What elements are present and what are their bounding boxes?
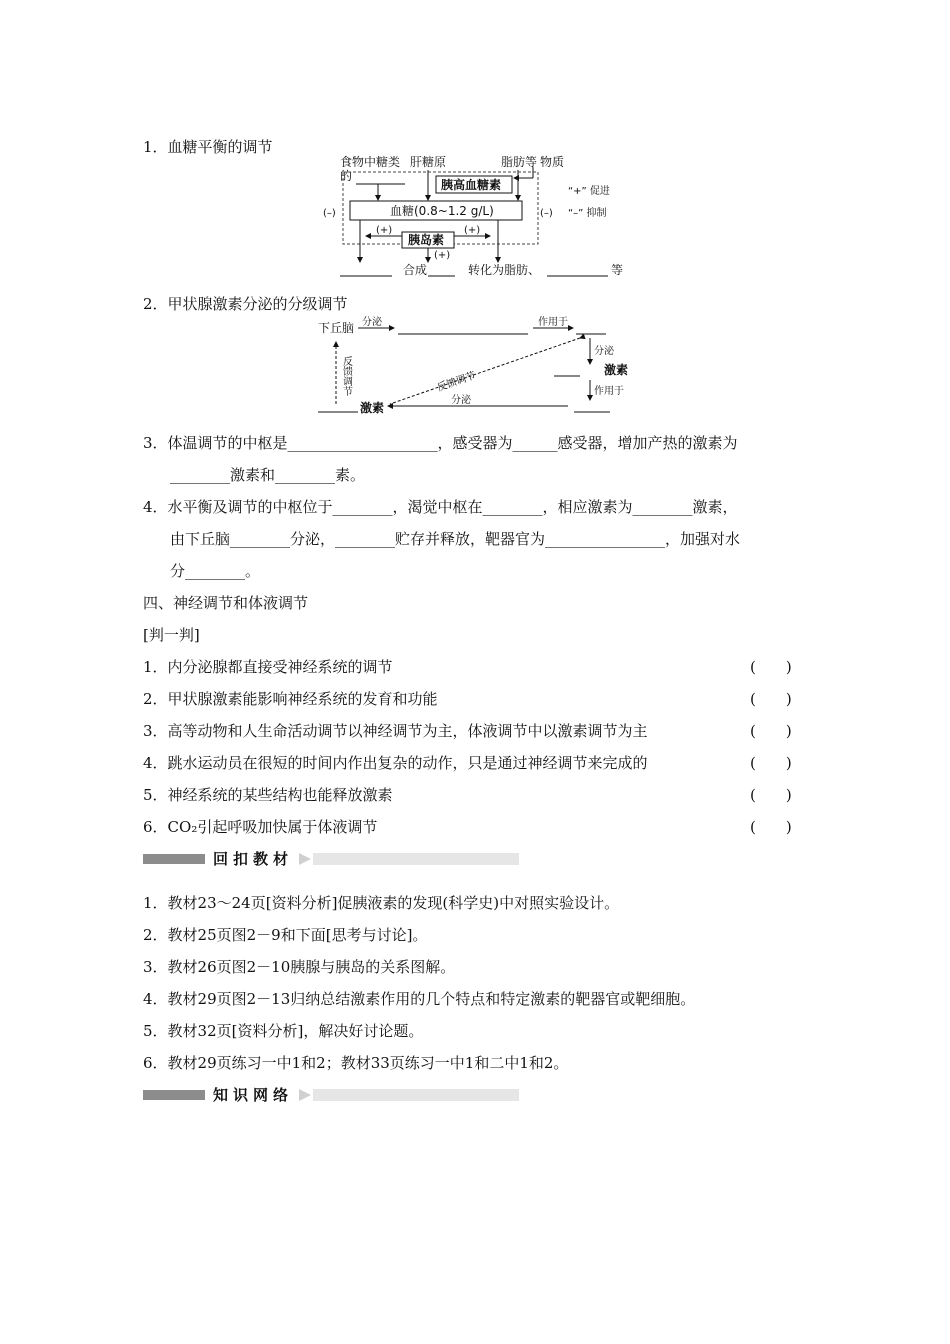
textbook-item: 4．教材29页图2－13归纳总结激素作用的几个特点和特定激素的靶器官或靶细胞。 bbox=[143, 990, 696, 1008]
item-3-line-2: ________激素和________素。 bbox=[170, 466, 366, 484]
plus-bottom: (+) bbox=[434, 250, 451, 261]
section-4-heading: 四、神经调节和体液调节 bbox=[143, 594, 309, 612]
answer-paren[interactable]: ( ) bbox=[750, 690, 792, 708]
hypothalamus-label: 下丘脑 bbox=[318, 321, 355, 335]
food-label: 食物中糖类 bbox=[340, 155, 401, 169]
textbook-item: 6．教材29页练习一中1和2；教材33页练习一中1和二中1和2。 bbox=[143, 1054, 569, 1072]
judge-label: [判一判] bbox=[143, 626, 200, 644]
blood-sugar-diagram bbox=[318, 154, 648, 279]
answer-paren[interactable]: ( ) bbox=[750, 818, 792, 836]
synth-label: 合成 bbox=[403, 263, 428, 277]
insulin-label: 胰岛素 bbox=[408, 233, 445, 247]
item-3-line-1: 3．体温调节的中枢是____________________，感受器为______感受器，增加产热的激素为 bbox=[143, 434, 738, 452]
food-label-2: 的 bbox=[340, 169, 353, 183]
item-4-line-2: 由下丘脑________分泌，________贮存并释放，靶器官为________________，加强对水 bbox=[170, 530, 741, 548]
answer-paren[interactable]: ( ) bbox=[750, 786, 792, 804]
etc-label: 等 bbox=[611, 263, 624, 277]
banner-knowledge-network bbox=[143, 1086, 519, 1103]
thyroid-regulation-diagram bbox=[318, 316, 638, 416]
secrete-bottom: 分泌 bbox=[451, 395, 471, 406]
judge-item: 4．跳水运动员在很短的时间内作出复杂的动作，只是通过神经调节来完成的 bbox=[143, 754, 648, 772]
glucagon-label: 胰高血糖素 bbox=[441, 178, 502, 192]
blood-sugar-label: 血糖(0.8~1.2 g/L) bbox=[390, 204, 494, 218]
fat-label: 脂肪等 bbox=[501, 155, 538, 169]
banner-title: 回扣教材 bbox=[213, 850, 294, 868]
legend-minus: “–” 抑制 bbox=[568, 208, 607, 219]
item-1-title: 1．血糖平衡的调节 bbox=[143, 138, 273, 156]
item-4-line-3: 分________。 bbox=[170, 562, 261, 580]
secrete-right: 分泌 bbox=[594, 346, 614, 357]
plus-left: (+) bbox=[376, 225, 393, 236]
acts-on-top: 作用于 bbox=[538, 317, 568, 328]
legend-plus: “+” 促进 bbox=[568, 186, 610, 197]
minus-left: (–) bbox=[323, 208, 336, 219]
answer-paren[interactable]: ( ) bbox=[750, 658, 792, 676]
hormone-right: 激素 bbox=[604, 363, 629, 377]
judge-item: 1．内分泌腺都直接受神经系统的调节 bbox=[143, 658, 393, 676]
textbook-item: 5．教材32页[资料分析]，解决好讨论题。 bbox=[143, 1022, 424, 1040]
textbook-item: 3．教材26页图2－10胰腺与胰岛的关系图解。 bbox=[143, 958, 456, 976]
minus-right: (–) bbox=[540, 208, 553, 219]
acts-on-right: 作用于 bbox=[594, 386, 624, 397]
feedback-vertical: 反馈调节 bbox=[340, 356, 352, 396]
judge-item: 6．CO₂引起呼吸加快属于体液调节 bbox=[143, 818, 378, 836]
banner-review-textbook bbox=[143, 850, 519, 867]
textbook-item: 2．教材25页图2－9和下面[思考与讨论]。 bbox=[143, 926, 428, 944]
glycogen-label: 肝糖原 bbox=[410, 155, 447, 169]
substance-label: 物质 bbox=[540, 155, 565, 169]
judge-item: 3．高等动物和人生命活动调节以神经调节为主，体液调节中以激素调节为主 bbox=[143, 722, 648, 740]
banner-title: 知识网络 bbox=[213, 1086, 294, 1104]
answer-paren[interactable]: ( ) bbox=[750, 754, 792, 772]
answer-paren[interactable]: ( ) bbox=[750, 722, 792, 740]
judge-item: 5．神经系统的某些结构也能释放激素 bbox=[143, 786, 393, 804]
hormone-bottom: 激素 bbox=[360, 401, 385, 415]
secrete-top: 分泌 bbox=[362, 317, 382, 328]
item-2-title: 2．甲状腺激素分泌的分级调节 bbox=[143, 295, 348, 313]
convert-label: 转化为脂肪、 bbox=[468, 263, 541, 277]
item-4-line-1: 4．水平衡及调节的中枢位于________，渴觉中枢在________，相应激素为________激素， bbox=[143, 498, 738, 516]
plus-right: (+) bbox=[464, 225, 481, 236]
feedback-diag: 反馈调节 bbox=[435, 370, 478, 394]
judge-item: 2．甲状腺激素能影响神经系统的发育和功能 bbox=[143, 690, 438, 708]
textbook-item: 1．教材23～24页[资料分析]促胰液素的发现(科学史)中对照实验设计。 bbox=[143, 894, 620, 912]
